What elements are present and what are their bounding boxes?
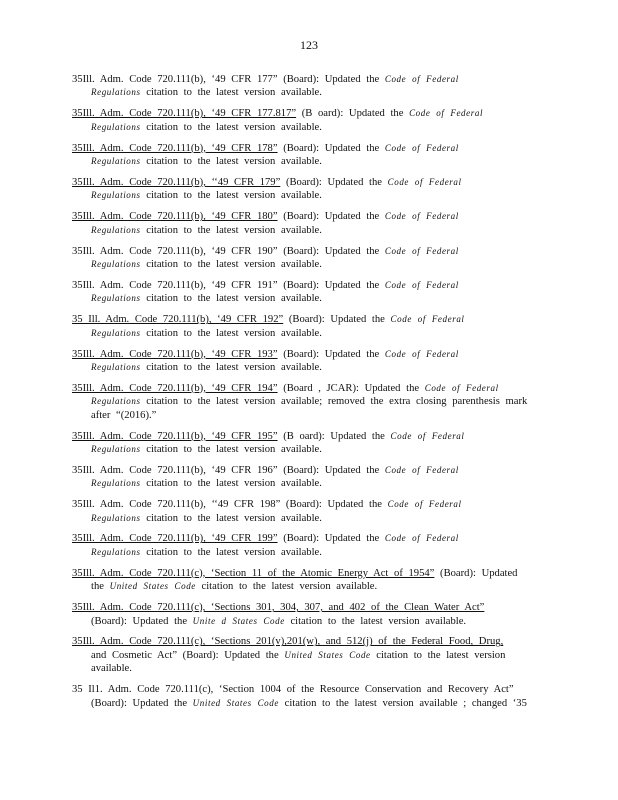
citation-reference-underlined: 35Ill. Adm. Code 720.111(b), ‘49 CFR 180” <box>72 211 278 223</box>
entry-continuation <box>72 443 542 456</box>
entry-italic-title: Regulations <box>91 546 141 557</box>
entry-text: (B oard): Updated the <box>277 430 391 442</box>
entry-continuation <box>72 361 542 374</box>
amendment-entry <box>72 245 542 272</box>
entry-italic-title: United States Code <box>109 581 196 592</box>
entry-continuation <box>72 189 542 202</box>
entry-text: 35Ill. Adm. Code 720.111(b), ‘49 CFR 190” (Board): Updated the <box>72 245 385 257</box>
entry-italic-title: Unite d States Code <box>192 615 285 626</box>
entry-first-line <box>72 142 542 155</box>
entry-italic-title: Regulations <box>91 258 141 269</box>
entry-first-line <box>72 567 542 580</box>
amendment-entry <box>72 107 542 134</box>
amendment-entry <box>72 210 542 237</box>
entry-text: citation to the latest version available. <box>140 546 322 558</box>
entry-text: citation to the latest version available; removed the extra closing parenthesis mark after “(2016).” <box>91 396 528 421</box>
citation-reference-underlined: 35Ill. Adm. Code 720.111(b), ‘49 CFR 177.817” <box>72 108 297 120</box>
entry-first-line <box>72 498 542 511</box>
entry-italic-title: Regulations <box>91 190 141 201</box>
amendment-entry <box>72 382 542 422</box>
entry-text: citation to the latest version available. <box>91 649 506 675</box>
entry-text: 35Ill. Adm. Code 720.111(b), ‘49 CFR 177” (Board): Updated the <box>72 74 385 85</box>
entry-text: citation to the latest version available. <box>140 224 322 236</box>
entry-text: and Cosmetic Act” (Board): Updated the <box>91 649 285 661</box>
entry-first-line <box>72 313 542 326</box>
entry-italic-title: Code of Federal <box>384 279 459 290</box>
entry-text: citation to the latest version available ; changed ‘35 <box>278 697 527 709</box>
entry-text: citation to the latest version available. <box>140 478 322 490</box>
entry-text: (B oard): Updated the <box>296 108 410 120</box>
citation-reference-underlined: 35Ill. Adm. Code 720.111(b), ‘49 CFR 193” <box>72 348 278 360</box>
entry-text: (Board): Updated the <box>277 211 385 223</box>
entry-italic-title: Code of Federal <box>424 382 499 393</box>
entry-italic-title: Code of Federal <box>384 74 459 84</box>
entry-italic-title: Code of Federal <box>384 245 459 256</box>
entry-text: citation to the latest version available. <box>140 258 322 270</box>
entry-continuation <box>72 155 542 168</box>
entry-text: citation to the latest version available. <box>140 327 322 339</box>
amendment-entry <box>72 176 542 203</box>
amendment-entry <box>72 73 542 100</box>
entry-italic-title: Regulations <box>91 121 141 132</box>
entry-text: (Board): Updated the <box>91 615 193 627</box>
entry-continuation <box>72 292 542 305</box>
entry-first-line <box>72 107 542 120</box>
entry-first-line <box>72 532 542 545</box>
entry-continuation <box>72 395 542 422</box>
amendment-entry <box>72 430 542 457</box>
entry-italic-title: Regulations <box>91 512 141 523</box>
entry-text: citation to the latest version available. <box>140 293 322 305</box>
entry-text: (Board): Updated the <box>277 348 385 360</box>
entry-text: (Board): Updated the <box>283 314 391 326</box>
entry-first-line <box>72 464 542 477</box>
entry-first-line <box>72 382 542 395</box>
citation-reference-underlined: 35Ill. Adm. Code 720.111(b), ‘49 CFR 178” <box>72 142 278 154</box>
citation-reference-underlined: 35Ill. Adm. Code 720.111(c), ‘Section 11 of the Atomic Energy Act of 1954” <box>72 567 435 579</box>
entry-text: citation to the latest version available. <box>284 615 467 627</box>
entry-text: citation to the latest version available. <box>140 121 322 133</box>
entry-continuation <box>72 121 542 134</box>
entry-italic-title: Regulations <box>91 156 141 167</box>
amendment-list <box>72 73 542 717</box>
entry-text: citation to the latest version available. <box>195 581 378 593</box>
citation-reference-underlined: 35Ill. Adm. Code 720.111(c), ‘Sections 201(v),201(w), and 512(j) of the Federal Food, Drug, <box>72 636 504 648</box>
entry-first-line <box>72 635 542 648</box>
citation-reference-underlined: 35Ill. Adm. Code 720.111(b), ‘‘49 CFR 179” <box>72 176 281 188</box>
entry-italic-title: Regulations <box>91 396 141 407</box>
citation-reference-underlined: 35Ill. Adm. Code 720.111(b), ‘49 CFR 199” <box>72 533 278 545</box>
amendment-entry <box>72 683 542 710</box>
entry-first-line <box>72 210 542 223</box>
entry-first-line <box>72 348 542 361</box>
citation-reference-underlined: 35Ill. Adm. Code 720.111(c), ‘Sections 301, 304, 307, and 402 of the Clean Water Act” <box>72 602 485 614</box>
entry-continuation <box>72 477 542 490</box>
entry-text: citation to the latest version available. <box>140 87 322 99</box>
entry-text: (Board): Updated the <box>277 533 385 545</box>
entry-continuation <box>72 327 542 340</box>
entry-italic-title: Code of Federal <box>387 176 462 187</box>
entry-italic-title: Code of Federal <box>387 499 462 510</box>
entry-continuation <box>72 615 542 628</box>
entry-text: citation to the latest version available. <box>140 361 322 373</box>
amendment-entry <box>72 348 542 375</box>
citation-reference-underlined: 35Ill. Adm. Code 720.111(b), ‘49 CFR 195” <box>72 430 278 442</box>
entry-italic-title: Regulations <box>91 327 141 338</box>
entry-text: (Board): Updated the <box>277 142 385 154</box>
entry-first-line <box>72 279 542 292</box>
entry-text: (Board): Updated the <box>280 176 388 188</box>
entry-italic-title: Regulations <box>91 87 141 98</box>
entry-continuation <box>72 697 542 710</box>
amendment-entry <box>72 635 542 675</box>
amendment-entry <box>72 142 542 169</box>
entry-italic-title: Code of Federal <box>390 314 465 325</box>
entry-italic-title: Code of Federal <box>384 142 459 153</box>
entry-italic-title: Code of Federal <box>384 348 459 359</box>
entry-italic-title: Code of Federal <box>384 464 459 475</box>
amendment-entry <box>72 464 542 491</box>
entry-italic-title: Regulations <box>91 293 141 304</box>
entry-continuation <box>72 86 542 99</box>
citation-reference-underlined: 35Ill. Adm. Code 720.111(b), ‘49 CFR 194” <box>72 382 278 394</box>
entry-italic-title: United States Code <box>192 697 279 708</box>
amendment-entry <box>72 279 542 306</box>
amendment-entry <box>72 313 542 340</box>
citation-reference-underlined: 35 Ill. Adm. Code 720.111(b), ‘49 CFR 192” <box>72 314 284 326</box>
entry-italic-title: Code of Federal <box>409 108 484 119</box>
entry-first-line <box>72 601 542 614</box>
entry-text: 35 Il1. Adm. Code 720.111(c), ‘Section 1004 of the Resource Conservation and Recovery Act” <box>72 684 514 696</box>
entry-text: citation to the latest version available. <box>140 443 322 455</box>
entry-continuation <box>72 546 542 559</box>
entry-first-line <box>72 430 542 443</box>
entry-text: citation to the latest version available. <box>140 190 322 202</box>
entry-first-line <box>72 683 542 696</box>
entry-continuation <box>72 512 542 525</box>
amendment-entry <box>72 532 542 559</box>
entry-italic-title: Regulations <box>91 443 141 454</box>
entry-continuation <box>72 224 542 237</box>
entry-text: 35Ill. Adm. Code 720.111(b), ‘49 CFR 196” (Board): Updated the <box>72 464 385 476</box>
entry-italic-title: Regulations <box>91 478 141 489</box>
entry-text: (Board): Updated <box>434 567 518 579</box>
amendment-entry <box>72 601 542 628</box>
entry-continuation <box>72 258 542 271</box>
entry-italic-title: United States Code <box>284 649 371 660</box>
page-number: 123 <box>300 38 318 52</box>
entry-continuation <box>72 580 542 593</box>
entry-first-line <box>72 73 542 86</box>
entry-italic-title: Regulations <box>91 224 141 235</box>
entry-text: the <box>91 581 110 593</box>
entry-text: (Board): Updated the <box>91 697 193 709</box>
entry-first-line <box>72 245 542 258</box>
entry-continuation <box>72 649 542 676</box>
amendment-entry <box>72 498 542 525</box>
entry-first-line <box>72 176 542 189</box>
amendment-entry <box>72 567 542 594</box>
entry-italic-title: Code of Federal <box>390 430 465 441</box>
entry-italic-title: Regulations <box>91 361 141 372</box>
entry-italic-title: Code of Federal <box>384 211 459 222</box>
entry-text: citation to the latest version available. <box>140 512 322 524</box>
entry-text: citation to the latest version available. <box>140 156 322 168</box>
entry-text: 35Ill. Adm. Code 720.111(b), ‘49 CFR 191” (Board): Updated the <box>72 279 385 291</box>
entry-text: 35Ill. Adm. Code 720.111(b), ‘‘49 CFR 198” (Board): Updated the <box>72 499 388 511</box>
entry-italic-title: Code of Federal <box>384 533 459 544</box>
entry-text: (Board , JCAR): Updated the <box>277 382 425 394</box>
